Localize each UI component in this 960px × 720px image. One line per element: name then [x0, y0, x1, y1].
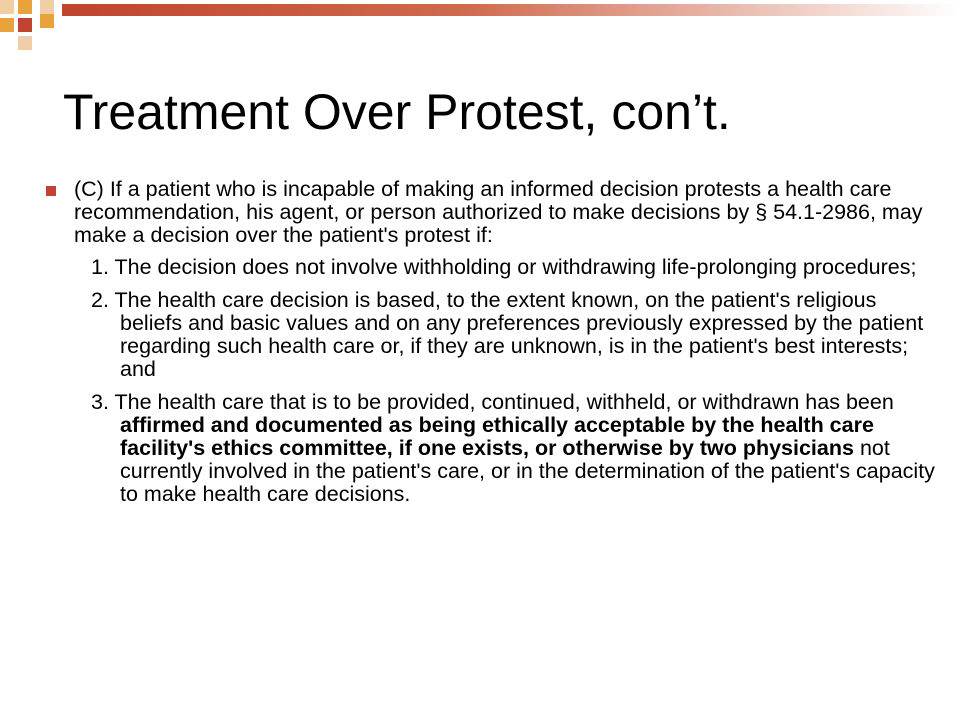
bullet-item [44, 178, 940, 247]
sub-item-3-text-before: 3. The health care that is to be provided, continued, withheld, or withdrawn has been [91, 390, 894, 414]
header-decoration [0, 0, 960, 60]
sub-item-3-text-bold: affirmed and documented as being ethically acceptable by the health care facility's ethics committee, if one exists, or otherwise by two physicians [120, 413, 874, 460]
deco-square-red [18, 18, 32, 32]
deco-square-orange-top [18, 0, 32, 14]
deco-square-orange-right [40, 14, 54, 28]
deco-square-tan [0, 0, 14, 14]
deco-square-orange-mid [0, 18, 14, 32]
slide-body [44, 178, 940, 506]
deco-square-tan-bottom [18, 36, 32, 50]
sub-item-3 [91, 391, 940, 506]
sub-item-1 [91, 256, 940, 279]
sub-item-3-text-after: not currently involved in the patient's care, or in the determination of the patient's capacity to make health care decisions. [120, 436, 935, 506]
deco-square-tan-right [40, 0, 54, 14]
bullet-text: (C) If a patient who is incapable of making an informed decision protests a health care recommendation, his agent, or person authorized to make decisions by § 54.1-2986, may make a decision over the patient's protest if: [74, 177, 923, 247]
sub-item-2-text: 2. The health care decision is based, to the extent known, on the patient's religious beliefs and basic values and on any preferences previously expressed by the patient regarding such health care or, if they are unknown, is in the patient's best interests; and [91, 288, 924, 381]
sub-item-2 [91, 289, 940, 381]
square-bullet-icon [46, 186, 56, 196]
header-bar [62, 4, 960, 16]
sub-item-1-text: 1. The decision does not involve withholding or withdrawing life-prolonging procedures; [91, 255, 917, 279]
slide-title: Treatment Over Protest, con’t. [63, 84, 731, 140]
